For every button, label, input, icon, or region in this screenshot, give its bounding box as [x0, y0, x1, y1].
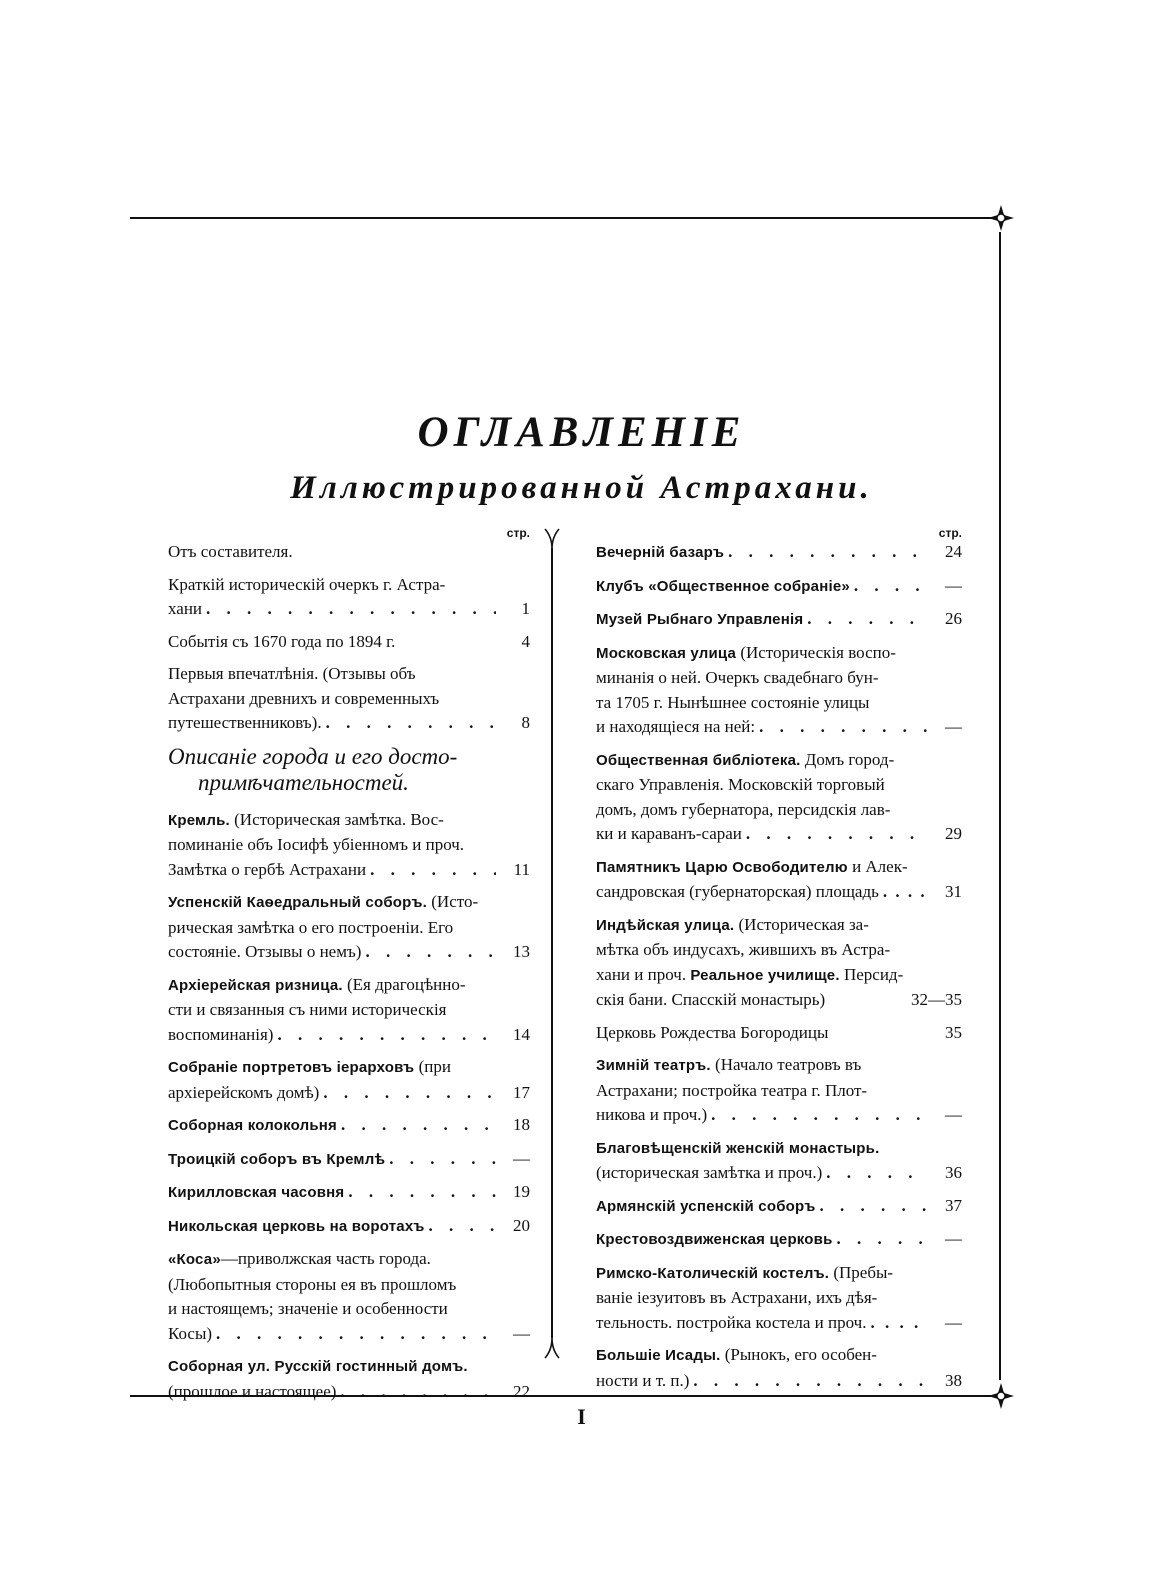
entry-text: воспоминанія) [168, 1024, 274, 1044]
page-number: 38 [945, 1370, 962, 1390]
entry-text: ки и караванъ-сараи [596, 824, 742, 843]
center-divider [551, 548, 553, 1338]
page-number: 35 [945, 1022, 962, 1042]
page-subtitle: Иллюстрированной Астрахани. [290, 470, 873, 506]
right-column [596, 526, 962, 1401]
page-column-label: стр. [506, 526, 530, 540]
entry-text: (Ея драгоцѣнно- [346, 974, 466, 994]
entry-text: и Алек- [852, 856, 908, 876]
page-number: — [513, 1148, 530, 1168]
entry-text: скія бани. Спасскій монастырь) [596, 990, 826, 1009]
entry-text: и находящіеся на ней: [596, 717, 756, 736]
toc-entry[interactable] [168, 808, 530, 883]
page-number: 22 [513, 1381, 530, 1401]
toc-entry[interactable] [596, 641, 962, 740]
page-number: 8 [521, 713, 530, 732]
entry-text: Замѣтка о гербѣ Астрахани [168, 859, 367, 879]
entry-title: Римско-Католическій костелъ. [596, 1264, 830, 1282]
entry-title: Соборная колокольня [168, 1117, 337, 1134]
entry-text: архіерейскомъ домѣ) [168, 1082, 320, 1102]
toc-entry[interactable] [596, 1021, 962, 1046]
entry-text: домъ, домъ губернатора, персидскія лав- [596, 799, 891, 819]
page-number: 18 [513, 1115, 530, 1134]
entry-text: хани и проч. [596, 964, 687, 984]
page-number: 26 [945, 609, 962, 628]
entry-title: Успенскій Каѳедральный соборъ. [168, 894, 428, 911]
toc-entry[interactable] [596, 1343, 962, 1393]
toc-entry[interactable] [168, 973, 530, 1048]
page-number: — [945, 1229, 962, 1248]
toc-entry[interactable] [168, 1113, 530, 1139]
entry-text: Краткій историческій очеркъ г. Астра- [168, 574, 446, 594]
page-column-label: стр. [938, 526, 962, 540]
page-number-footer: I [577, 1404, 586, 1429]
entry-text: рическая замѣтка о его построеніи. Его [168, 917, 454, 937]
toc-entry[interactable] [168, 1180, 530, 1206]
page-number: — [945, 1105, 962, 1124]
entry-title: Кирилловская часовня [168, 1184, 345, 1201]
page-number: 31 [945, 882, 962, 901]
entry-text: сандровская (губернаторская) площадь [596, 882, 879, 901]
toc-entry[interactable] [596, 607, 962, 633]
page-number: — [513, 1323, 530, 1343]
entry-title: Никольская церковь на воротахъ [168, 1217, 425, 1235]
toc-entry[interactable] [596, 855, 962, 905]
entry-text: Церковь Рождества Богородицы [596, 1022, 829, 1042]
page-number: — [945, 575, 962, 595]
entry-title: Памятникъ Царю Освободителю [596, 858, 848, 876]
entry-text: (Историческія воспо- [740, 642, 896, 662]
entry-text: Астрахани; постройка театра г. Плот- [596, 1080, 868, 1100]
entry-title: Армянскій успенскій соборъ [596, 1197, 816, 1215]
entry-text: (при [418, 1057, 451, 1076]
toc-entry[interactable] [168, 662, 530, 736]
entry-text: Персид- [843, 964, 904, 984]
entry-title: Архіерейская ризница. [168, 976, 343, 994]
entry-text: тельность. постройка костела и проч. [596, 1312, 867, 1332]
entry-title: Крестовоздвиженская церковь [596, 1231, 833, 1248]
entry-text: та 1705 г. Нынѣшнее состояніе улицы [596, 692, 870, 712]
page-number: 4 [521, 631, 530, 651]
entry-text: и настоящемъ; значеніе и особенности [168, 1299, 448, 1318]
entry-text: (Любопытныя стороны ея въ прошломъ [168, 1274, 457, 1294]
entry-text: скаго Управленія. Московскій торговый [596, 775, 885, 794]
toc-entry[interactable] [168, 1055, 530, 1105]
toc-entry[interactable] [596, 1136, 962, 1186]
toc-entry[interactable] [596, 1261, 962, 1336]
entry-text: сти и связанныя съ ними историческія [168, 1000, 447, 1019]
entry-title: Собраніе портретовъ іерарховъ [168, 1059, 415, 1076]
toc-entry[interactable] [596, 540, 962, 566]
toc-entry[interactable] [168, 1214, 530, 1240]
entry-title: Музей Рыбнаго Управленія [596, 611, 804, 628]
toc-entry[interactable] [168, 573, 530, 622]
page-number: 1 [521, 599, 530, 618]
page-number: 14 [513, 1024, 530, 1044]
entry-text: (Начало театровъ въ [715, 1055, 862, 1074]
page-number: 36 [945, 1163, 962, 1182]
entry-title: Реальное училище. [690, 966, 840, 984]
entry-text: мѣтка объ индусахъ, жившихъ въ Астра- [596, 940, 891, 959]
entry-text: состояніе. Отзывы о немъ) [168, 942, 362, 961]
entry-title: Общественная библіотека. [596, 751, 801, 769]
entry-title: Благовѣщенскій женскій монастырь. [596, 1139, 880, 1157]
entry-text: (Пребы- [833, 1262, 894, 1282]
entry-title: Большіе Исады. [596, 1347, 721, 1364]
entry-title: Кремль. [168, 811, 230, 829]
page-number: 32—35 [911, 990, 962, 1009]
section-heading [168, 744, 530, 796]
section-heading-line: Описаніе города и его досто- [168, 743, 458, 769]
toc-entry[interactable] [168, 1147, 530, 1173]
toc-entry[interactable] [168, 890, 530, 965]
entry-text: (прошлое и настоящее) [168, 1381, 337, 1401]
page-number: 11 [513, 859, 530, 879]
toc-entry[interactable] [596, 574, 962, 600]
toc-entry[interactable] [168, 630, 530, 655]
toc-entry[interactable] [168, 1247, 530, 1346]
toc-entry[interactable] [596, 913, 962, 1013]
toc-entry[interactable] [596, 1053, 962, 1128]
entry-text: (историческая замѣтка и проч.) [596, 1163, 823, 1182]
entry-text: —приволжская часть города. [220, 1249, 431, 1268]
right-rule [999, 232, 1001, 1380]
entry-title: Троицкій соборъ въ Кремлѣ [168, 1150, 386, 1168]
top-corner-ornament-icon [986, 203, 1016, 233]
top-rule [130, 217, 1000, 219]
page-number: 13 [513, 942, 530, 961]
entry-text: Косы) [168, 1323, 213, 1343]
entry-title: Зимній театръ. [596, 1057, 711, 1074]
entry-text: путешественниковъ). [168, 713, 322, 732]
toc-entry[interactable] [596, 1227, 962, 1253]
page-number: 37 [945, 1195, 962, 1215]
entry-text: (Историческая замѣтка. Вос- [234, 809, 444, 829]
page-number: — [945, 717, 962, 736]
page-number: — [945, 1312, 962, 1332]
entry-title: Индѣйская улица. [596, 916, 735, 934]
entry-title: Соборная ул. Русскій гостинный домъ. [168, 1358, 468, 1375]
entry-title: Московская улица [596, 644, 737, 662]
entry-text: минанія о ней. Очеркъ свадебнаго бун- [596, 668, 879, 687]
entry-title: Вечерній базаръ [596, 544, 725, 561]
entry-title: «Коса» [168, 1251, 221, 1268]
page-number: 20 [513, 1215, 530, 1235]
entry-text: хани [168, 599, 203, 618]
toc-entry[interactable] [596, 1194, 962, 1220]
entry-text: Астрахани древнихъ и современныхъ [168, 688, 440, 708]
left-column [168, 526, 530, 1412]
page-number: 24 [945, 542, 962, 561]
entry-text: никова и проч.) [596, 1105, 708, 1124]
toc-entry[interactable] [168, 1354, 530, 1404]
entry-text: (Исто- [431, 892, 479, 911]
entry-text: поминаніе объ Іосифѣ убіенномъ и проч. [168, 835, 465, 854]
entry-text: Событія съ 1670 года по 1894 г. [168, 631, 396, 651]
page-title: ОГЛАВЛЕНІЕ [417, 409, 746, 456]
entry-text: Отъ составителя. [168, 542, 293, 561]
toc-entry[interactable] [168, 540, 530, 565]
toc-entry[interactable] [596, 748, 962, 847]
entry-text: (Рынокъ, его особен- [724, 1345, 877, 1364]
page-number: 29 [945, 824, 962, 843]
entry-title: Клубъ «Общественное собраніе» [596, 577, 850, 595]
page-number: 17 [513, 1082, 530, 1102]
entry-text: (Историческая за- [738, 914, 869, 934]
page-number: 19 [513, 1182, 530, 1201]
entry-text: Первыя впечатлѣнія. (Отзывы объ [168, 664, 416, 683]
entry-text: ваніе іезуитовъ въ Астрахани, ихъ дѣя- [596, 1288, 878, 1307]
entry-text: Домъ город- [804, 749, 895, 769]
divider-bottom-ornament-icon [543, 1336, 561, 1360]
entry-text: ности и т. п.) [596, 1370, 690, 1390]
section-heading-line: примѣчательностей. [198, 769, 409, 795]
